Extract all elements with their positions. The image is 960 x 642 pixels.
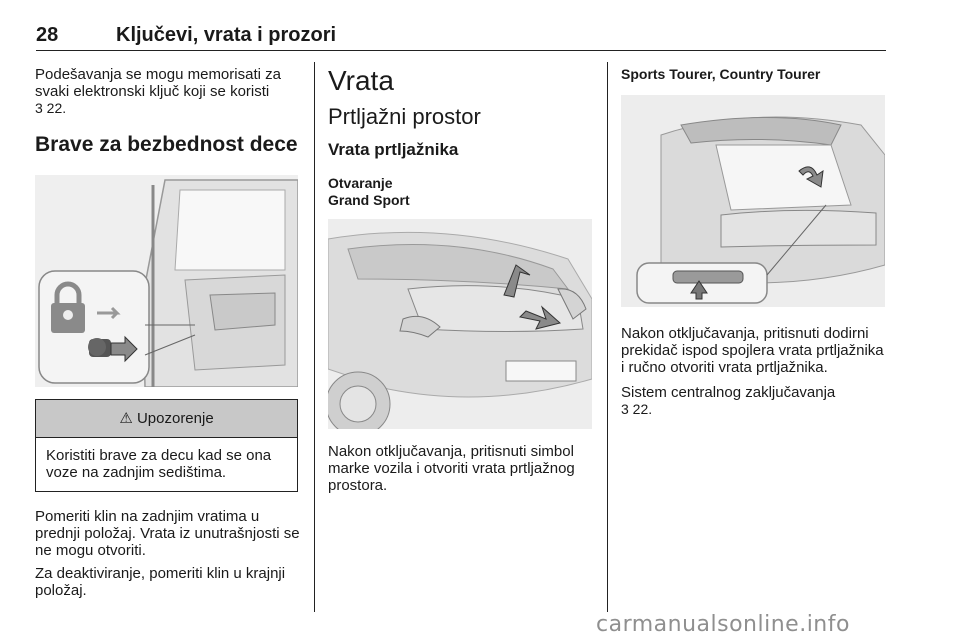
- column-1: [35, 66, 300, 599]
- page-number: 28: [36, 24, 59, 46]
- page-header: [36, 24, 886, 51]
- cross-reference[interactable]: 3 22.: [621, 401, 653, 417]
- warning-title: Upozorenje: [136, 410, 214, 427]
- subheading: Otvaranje: [328, 175, 393, 191]
- section-title: Vrata: [328, 65, 394, 96]
- warning-box: [35, 399, 298, 492]
- sports-tourer-trunk-figure: [621, 95, 885, 307]
- column-divider: [607, 62, 608, 612]
- warning-header: [36, 400, 297, 438]
- column-2: [328, 66, 594, 494]
- heading: Vrata prtljažnika: [328, 140, 459, 159]
- grand-sport-trunk-figure: [328, 219, 592, 429]
- cross-reference[interactable]: 3 22.: [35, 100, 67, 116]
- watermark: carmanualsonline.info: [596, 612, 850, 637]
- body-paragraph: Za deaktiviranje, pomeriti klin u krajnji položaj.: [35, 565, 286, 599]
- body-paragraph: Pomeriti klin na zadnjim vratima u prednji položaj. Vrata iz unutrašnjosti se ne mogu otvoriti.: [35, 508, 300, 559]
- warning-triangle-icon: ⚠: [119, 410, 133, 427]
- body-paragraph: Sistem centralnog zaključavanja: [621, 384, 836, 401]
- warning-text: Koristiti brave za decu kad se ona voze na zadnjim sedištima.: [46, 447, 272, 481]
- column-3: [621, 66, 889, 418]
- model-label: Sports Tourer, Country Tourer: [621, 66, 821, 82]
- section-title: Brave za bezbednost dece: [35, 133, 298, 156]
- figure-caption: Nakon otključavanja, pritisnuti simbol marke vozila i otvoriti vrata prtljažnog prostora.: [328, 443, 575, 494]
- chapter-title: Ključevi, vrata i prozori: [116, 24, 337, 46]
- model-label: Grand Sport: [328, 192, 410, 208]
- figure-caption: Nakon otključavanja, pritisnuti dodirni prekidač ispod spojlera vrata prtljažnika i ručno otvoriti vrata prtljažnika.: [621, 325, 884, 376]
- intro-text: Podešavanja se mogu memorisati za svaki elektronski ključ koji se koristi: [35, 66, 281, 100]
- column-divider: [314, 62, 315, 612]
- subsection-title: Prtljažni prostor: [328, 104, 481, 129]
- child-lock-figure: [35, 175, 298, 387]
